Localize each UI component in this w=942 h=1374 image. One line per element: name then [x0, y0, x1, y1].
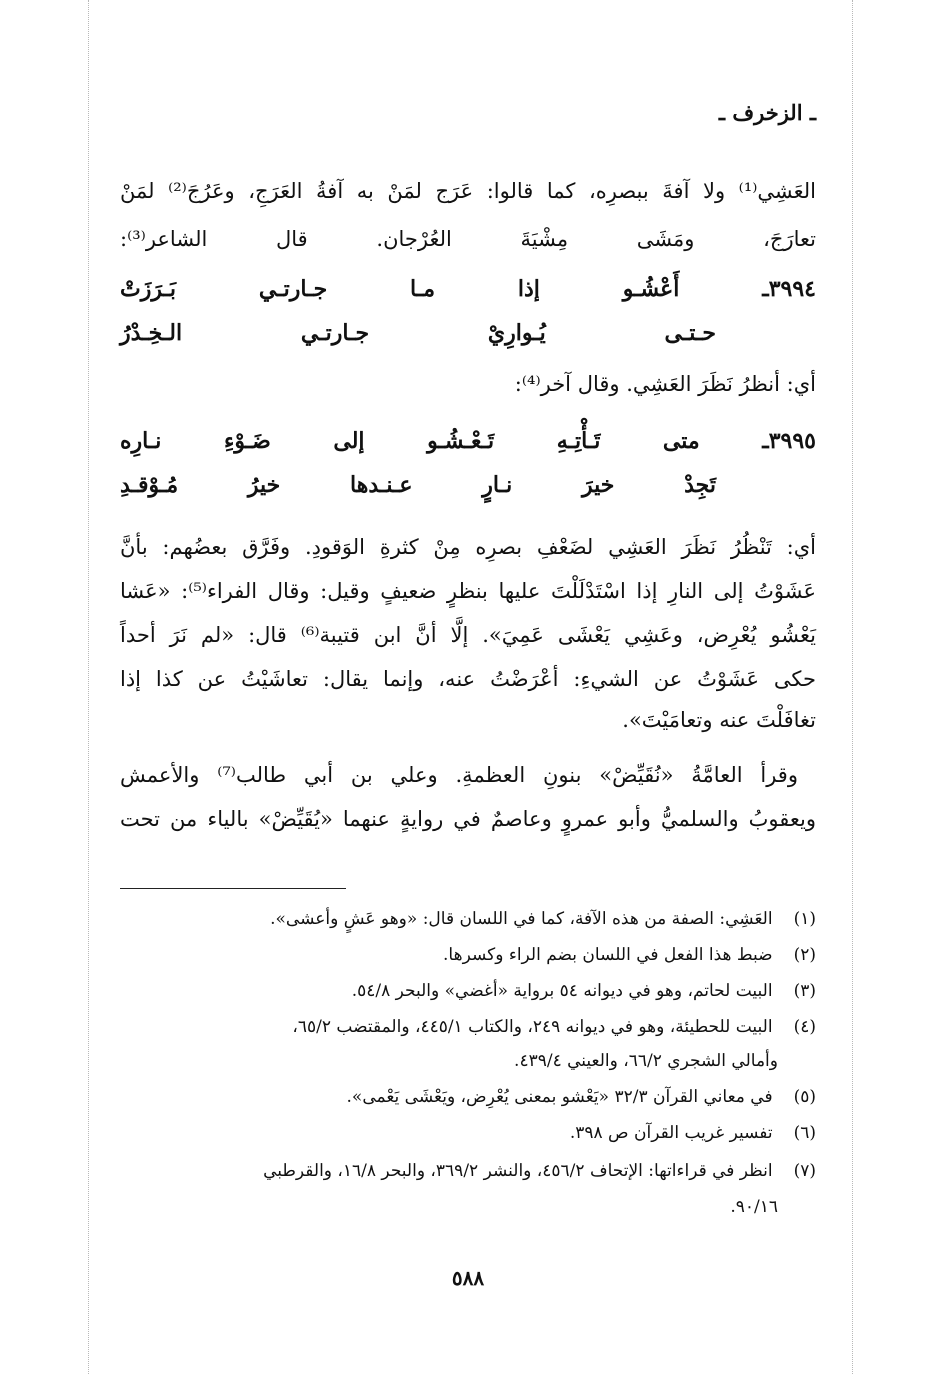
para2-line-3: يَعْشُو يُعْرِض، وعَشِي يَعْشَى عَمِيَ». إلَّا أنَّ ابن قتيبة⁽⁶⁾ قال: «لم نَرَ أحداً	[120, 623, 816, 647]
footnote-5	[120, 1082, 816, 1112]
footnote-3-number: (٣)	[793, 981, 816, 1001]
poem-2-verse-2: تَجِدْ خيرَ نـارٍ عـنـدها خيرُ مُـوْقـدِ	[120, 472, 716, 498]
poem-1-hemistich-1: أَعْشُـو إذا مـا جـارتـي بَـرَزَتْ	[120, 276, 680, 302]
poem-1-verse-2: حـتـى يُـوارِيْ جـارتـي الـخِـدْرُ	[120, 320, 716, 346]
footnote-7	[120, 1156, 816, 1186]
page-number: ٥٨٨	[451, 1266, 485, 1290]
para2-line-1: أي: تَنْظُرُ نَظَرَ العَشِي لضَعْفِ بصرِه مِنْ كثرةِ الوَقودِ. وفَرَّق بعضُهم: بأنَّ	[120, 535, 816, 559]
body-line-2: تعارَجَ، ومَشَى مِشْيَةَ العُرْجان. قال الشاعر⁽³⁾:	[120, 227, 816, 251]
footnote-1-text: العَشِي: الصفة من هذه الآفة، كما في اللسان قال: «وهو عَشٍ وأعشى».	[270, 909, 773, 929]
footnote-4-continuation: وأمالي الشجري ٦٦/٢، والعيني ٤٣٩/٤.	[514, 1051, 778, 1071]
para2-line-2: عَشَوْتُ إلى النارِ إذا اسْتَدْلَلْتَ عليها بنظرٍ ضعيفٍ وقيل: وقال الفراء⁽⁵⁾: «عَشا	[120, 579, 816, 603]
page	[120, 0, 816, 1374]
footnote-7-number: (٧)	[793, 1161, 816, 1181]
para3-line-2: ويعقوبُ والسلميُّ وأبو عمروٍ وعاصمٌ في روايةٍ عنهما «يُقَيِّضْ» بالياء من تحت	[120, 807, 816, 831]
footnote-6	[120, 1118, 816, 1148]
footnote-2-number: (٢)	[793, 945, 816, 965]
footnote-separator	[120, 888, 346, 889]
footnote-4-text: البيت للحطيئة، وهو في ديوانه ٢٤٩، والكتاب ٤٤٥/١، والمقتضب ٦٥/٢،	[292, 1017, 773, 1037]
footnote-2	[120, 940, 816, 970]
footnote-4	[120, 1012, 816, 1042]
footnote-3-text: البيت لحاتم، وهو في ديوانه ٥٤ برواية «أغضي» والبحر ٥٤/٨.	[351, 981, 773, 1001]
footnote-3	[120, 976, 816, 1006]
footnote-7-text: انظر في قراءاتها: الإتحاف ٤٥٦/٢، والنشر ٣٦٩/٢، والبحر ١٦/٨، والقرطبي	[263, 1161, 773, 1181]
footnote-1-number: (١)	[793, 909, 816, 929]
footnote-4-number: (٤)	[793, 1017, 816, 1037]
poem-2-number: ٣٩٩٥ـ	[762, 428, 816, 454]
footnote-5-text: في معاني القرآن ٣٢/٣ «يَعْشو بمعنى يُعْرِض، ويَعْشَى يَعْمى».	[346, 1087, 773, 1107]
para2-line-4: حكى عَشَوْتُ عن الشيءِ: أعْرَضْتُ عنه، وإنما يقال: تعاشَيْتُ عن كذا إذا	[120, 667, 816, 691]
footnote-1	[120, 904, 816, 934]
mid-line: أي: أنظرُ نَظَرَ العَشِي. وقال آخر⁽⁴⁾:	[514, 372, 816, 396]
poem-2-verse-1	[120, 428, 816, 454]
footnote-5-number: (٥)	[793, 1087, 816, 1107]
footnote-7-continuation: ٩٠/١٦.	[730, 1197, 778, 1217]
poem-1-verse-1	[120, 276, 816, 302]
poem-2-hemistich-1: متى تَـأْتِـهِ تَـعْـشُـو إلى ضَـوْءِ نـارِه	[120, 428, 700, 454]
footnote-2-text: ضبط هذا الفعل في اللسان بضم الراء وكسرها.	[443, 945, 773, 965]
body-line-1: العَشِي⁽¹⁾ ولا آفةَ ببصرِه، كما قالوا: عَرَج لمَنْ به آفةُ العَرَجِ، وعَرُجَ⁽²⁾ لمَنْ	[120, 179, 816, 203]
footnote-6-text: تفسير غريب القرآن ص ٣٩٨.	[569, 1123, 773, 1143]
running-header: ـ الزخرف ـ	[718, 100, 816, 125]
poem-1-number: ٣٩٩٤ـ	[762, 276, 816, 302]
footnote-6-number: (٦)	[793, 1123, 816, 1143]
para3-line-1: وقرأ العامَّةُ «نُقَيِّضْ» بنونِ العظمةِ. وعلي بن أبي طالب⁽⁷⁾ والأعمش	[120, 763, 798, 787]
para2-line-5: تغافَلْتَ عنه وتعامَيْتَ».	[622, 708, 816, 732]
